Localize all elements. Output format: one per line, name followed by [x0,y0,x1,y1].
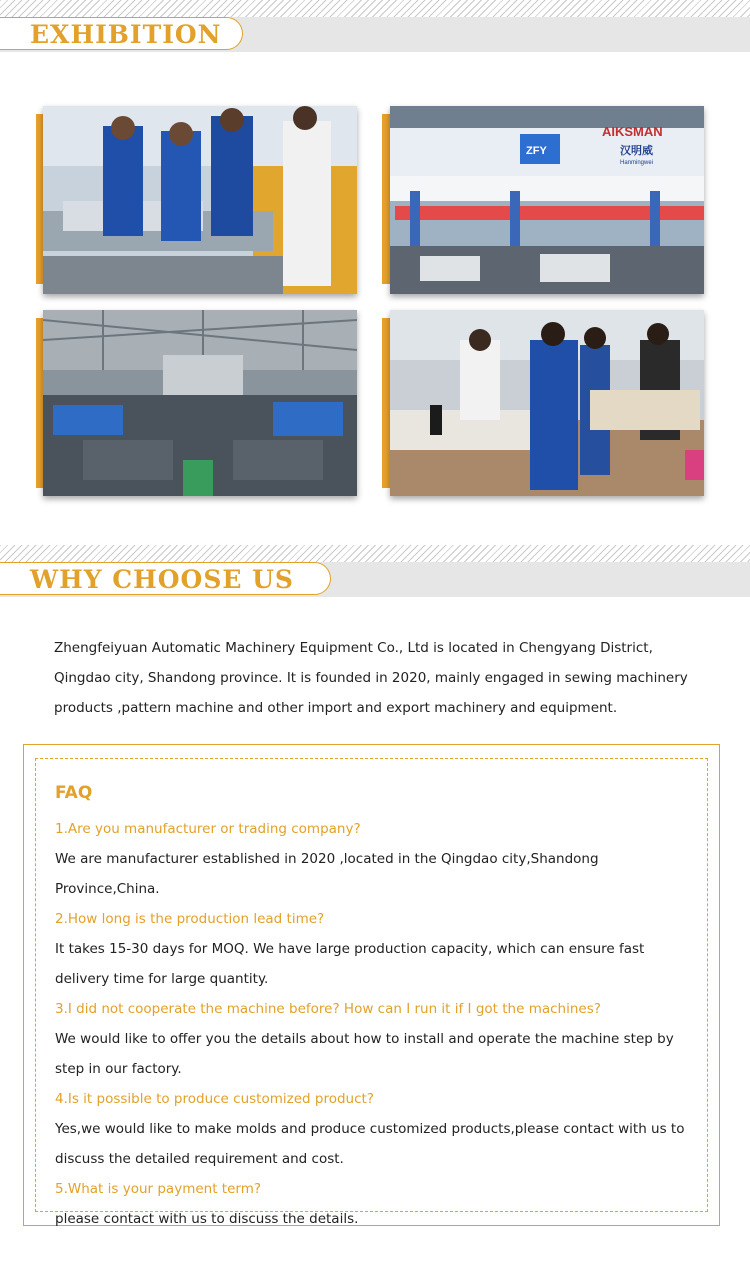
section-title-why-choose-us: WHY CHOOSE US [30,565,294,594]
signage-text: 汉明威 [620,145,653,157]
visitors-at-machines-photo [390,310,704,496]
signage-text: ZFY [526,145,547,157]
photo-accent-bar [382,114,390,284]
faq-box [23,744,720,1226]
banner-hatch-stripe [0,0,750,17]
faq-title: FAQ [55,783,93,803]
section-title-exhibition: EXHIBITION [30,20,222,49]
faq-question: 4.Is it possible to produce customized product? [55,1091,374,1107]
company-intro-text: Zhengfeiyuan Automatic Machinery Equipment Co., Ltd is located in Chengyang District, Qingdao city, Shandong province. It is founded in 2020, mainly engaged in sewing machinery products ,pattern machine and other import and export machinery and equipment. [54,640,688,716]
faq-answer: please contact with us to discuss the details. [55,1211,359,1227]
faq-answer: It takes 15-30 days for MOQ. We have large production capacity, which can ensure fast delivery time for large quantity. [55,941,645,987]
banner-hatch-stripe [0,545,750,562]
faq-question: 5.What is your payment term? [55,1181,262,1197]
signage-text: Hanmingwei [620,160,654,166]
exhibition-banner [0,0,750,52]
why-choose-us-banner [0,545,750,597]
signage-text: AIKSMAN [602,124,663,139]
photo-accent-bar [382,318,390,488]
exhibition-hall-overview-photo [43,310,357,496]
exhibition-hall-signage-photo [390,106,704,294]
faq-question: 3.I did not cooperate the machine before? How can I run it if I got the machines? [55,1001,601,1017]
faq-answer: We are manufacturer established in 2020 ,located in the Qingdao city,Shandong Province,China. [55,851,599,897]
faq-answer: We would like to offer you the details about how to install and operate the machine step by step in our factory. [55,1031,674,1077]
booth-demo-photo [43,106,357,294]
faq-list [55,814,695,1234]
faq-question: 1.Are you manufacturer or trading company? [55,821,361,837]
faq-question: 2.How long is the production lead time? [55,911,325,927]
faq-answer: Yes,we would like to make molds and produce customized products,please contact with us to discuss the detailed requirement and cost. [55,1121,685,1167]
faq-inner-border [35,758,708,1227]
